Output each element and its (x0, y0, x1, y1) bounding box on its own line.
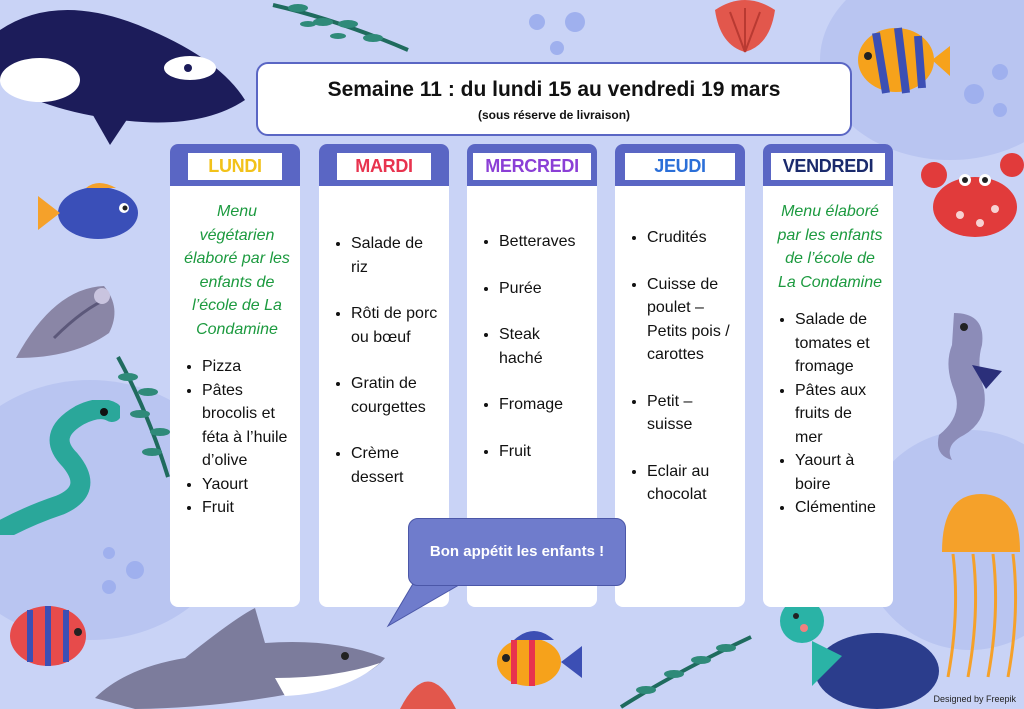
menu-list (481, 230, 587, 463)
menu-list (629, 226, 735, 507)
menu-item: • Yaourt à boire (795, 449, 883, 496)
menu-item: • Clémentine (795, 496, 883, 520)
menu-item: • Eclair au chocolat (647, 460, 735, 507)
menu-item: • Steak haché (499, 323, 587, 370)
seahorse-icon (924, 305, 1004, 465)
menu-item: • Petit – suisse (647, 390, 735, 437)
day-label: LUNDI (188, 153, 282, 180)
menu-item: • Betteraves (499, 230, 587, 254)
day-header (467, 144, 597, 186)
page-subtitle: (sous réserve de livraison) (477, 108, 631, 122)
fish-icon (36, 178, 146, 248)
speech-bubble-tail (384, 580, 474, 630)
menu-item: • Pâtes aux fruits de mer (795, 379, 883, 450)
day-label: VENDREDI (771, 153, 885, 180)
seaweed-icon (616, 632, 756, 709)
eel-icon (0, 400, 120, 535)
day-card-friday (763, 144, 893, 607)
page-title: Semaine 11 : du lundi 15 au vendredi 19 mars (327, 78, 781, 101)
menu-item: • Crudités (647, 226, 735, 250)
day-label: MERCREDI (473, 153, 591, 180)
shell-icon (398, 662, 458, 709)
day-label: MARDI (337, 153, 431, 180)
day-card-monday (170, 144, 300, 607)
menu-item: • Yaourt (202, 473, 290, 497)
day-card-thursday (615, 144, 745, 607)
day-header (615, 144, 745, 186)
credit-text: Designed by Freepik (933, 694, 1016, 704)
day-header (763, 144, 893, 186)
day-header (170, 144, 300, 186)
bubbles-icon (525, 8, 595, 58)
menu-list (184, 355, 290, 520)
menu-list (333, 232, 439, 489)
menu-item: • Crème dessert (351, 442, 439, 489)
crab-icon (920, 145, 1024, 255)
day-header (319, 144, 449, 186)
menu-item: • Gratin de courgettes (351, 372, 439, 419)
menu-note: Menu élaboré par les enfants de l’école de La Condamine (777, 203, 883, 291)
menu-item: • Salade de riz (351, 232, 439, 279)
menu-item: • Fromage (499, 393, 587, 417)
tropical-fish-icon (484, 622, 584, 697)
bubbles-icon (960, 60, 1020, 120)
title-box (256, 62, 852, 136)
menu-item: • Cuisse de poulet – Petits pois / carottes (647, 273, 735, 367)
shell-icon (710, 0, 780, 55)
speech-bubble: Bon appétit les enfants ! (408, 518, 626, 586)
day-label: JEUDI (625, 153, 735, 180)
shark-icon (95, 598, 395, 709)
orca-icon (0, 0, 250, 150)
menu-item: • Fruit (499, 440, 587, 464)
menu-item: • Fruit (202, 496, 290, 520)
menu-item: • Pâtes brocolis et féta à l’huile d’olive (202, 379, 290, 473)
angelfish-icon (846, 18, 951, 103)
jellyfish-icon (938, 492, 1024, 682)
menu-note: Menu végétarien élaboré par les enfants de l’école de La Condamine (184, 203, 290, 338)
menu-item: • Rôti de porc ou bœuf (351, 302, 439, 349)
striped-fish-icon (0, 596, 95, 676)
bubbles-icon (95, 545, 155, 600)
seaweed-icon (268, 0, 418, 60)
turtle-icon (772, 596, 942, 709)
menu-list (777, 308, 883, 520)
menu-item: • Purée (499, 277, 587, 301)
menu-item: • Pizza (202, 355, 290, 379)
menu-item: • Salade de tomates et fromage (795, 308, 883, 379)
